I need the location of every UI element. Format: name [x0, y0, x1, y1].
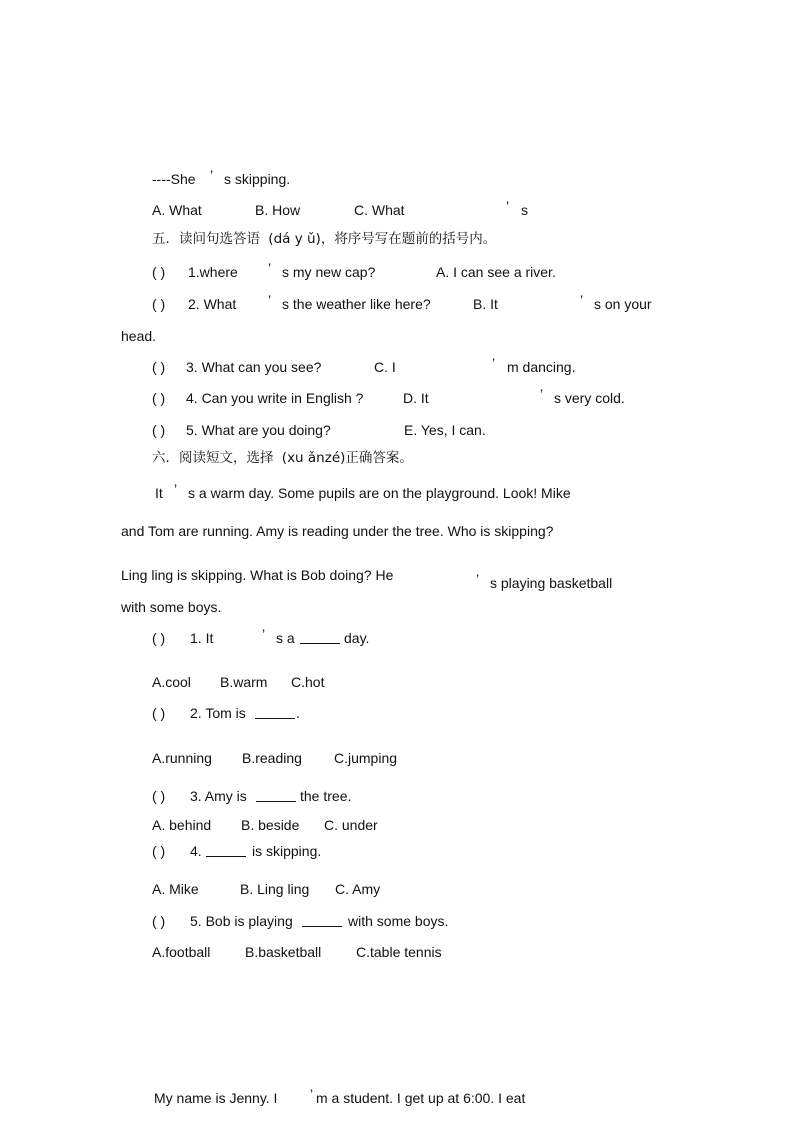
s5-q4-text: 4. Can you write in English ?: [186, 390, 364, 406]
section5-title-main: 五．读问句选答语: [152, 231, 260, 247]
passage-line1-a: It: [155, 485, 163, 501]
passage-line3-b: s playing basketball: [490, 575, 613, 591]
answer-line: [152, 170, 196, 188]
option-c-apostrophe: ’: [506, 198, 510, 214]
passage-line1-apos: ’: [174, 481, 178, 497]
s6-q2-bracket[interactable]: ( ): [152, 705, 166, 721]
s6-q2-text-b: .: [296, 705, 300, 721]
s5-answer-c-b: m dancing.: [507, 359, 576, 375]
s5-answer-b-apos: ’: [580, 292, 584, 308]
s5-q1-bracket[interactable]: ( ): [152, 264, 166, 280]
s6-q1-text-b: s a: [276, 630, 295, 646]
section6-title-pinyin: (xu ǎnzé): [281, 450, 346, 466]
s6-q1-opt-a: A.cool: [152, 674, 191, 690]
s5-answer-c-a: C. I: [374, 359, 396, 375]
s5-q2-apos: ’: [268, 292, 272, 308]
s6-q5-opt-c: C.table tennis: [356, 944, 442, 960]
bottom-line-apos: ’: [310, 1086, 314, 1102]
s6-q1-blank[interactable]: [300, 629, 340, 648]
s6-q5-opt-a: A.football: [152, 944, 211, 960]
section5-title: [152, 230, 496, 248]
s5-answer-b-b: s on your: [594, 296, 652, 312]
s6-q4-bracket[interactable]: ( ): [152, 843, 166, 859]
s6-q1-text-c: day.: [344, 630, 370, 646]
s6-q1-opt-c: C.hot: [291, 674, 325, 690]
s6-q4-opt-a: A. Mike: [152, 881, 199, 897]
s6-q5-blank[interactable]: [302, 912, 342, 931]
s5-answer-d-apos: ’: [540, 386, 544, 402]
passage-line2: and Tom are running. Amy is reading under the tree. Who is skipping?: [121, 523, 554, 539]
s6-q3-bracket[interactable]: ( ): [152, 788, 166, 804]
s6-q2-opt-c: C.jumping: [334, 750, 398, 766]
option-c-s: s: [521, 202, 528, 218]
s6-q4-opt-c: C. Amy: [335, 881, 381, 897]
s6-q1-opt-b: B.warm: [220, 674, 268, 690]
s6-q2-opt-a: A.running: [152, 750, 212, 766]
s5-answer-c-apos: ’: [492, 355, 496, 371]
s6-q3-text-a: 3. Amy is: [190, 788, 247, 804]
answer-skipping: s skipping.: [224, 171, 291, 187]
s5-q4-bracket[interactable]: ( ): [152, 390, 166, 406]
section5-title-pinyin: (dá y ǔ): [268, 231, 321, 247]
section5-title-rest: ，将序号写在题前的括号内。: [320, 231, 497, 247]
s6-q4-opt-b: B. Ling ling: [240, 881, 310, 897]
option-c-what: C. What: [354, 202, 405, 218]
answer-dash-she: ----She: [152, 171, 196, 187]
s5-answer-e: E. Yes, I can.: [404, 422, 486, 438]
passage-line3-apos: ’: [476, 571, 480, 587]
s5-q3-bracket[interactable]: ( ): [152, 359, 166, 375]
s6-q5-text-b: with some boys.: [348, 913, 449, 929]
passage-line1-b: s a warm day. Some pupils are on the playground. Look! Mike: [188, 485, 571, 501]
s5-q2-text-b: s the weather like here?: [282, 296, 431, 312]
s6-q5-bracket[interactable]: ( ): [152, 913, 166, 929]
option-a-what: A. What: [152, 202, 202, 218]
s5-answer-b-continuation: head.: [121, 328, 157, 344]
s5-answer-b-a: B. It: [473, 296, 498, 312]
s6-q3-opt-b: B. beside: [241, 817, 300, 833]
s5-answer-d-a: D. It: [403, 390, 429, 406]
passage-line4: with some boys.: [121, 599, 222, 615]
s6-q3-blank[interactable]: [256, 787, 296, 806]
bottom-line-a: My name is Jenny. I: [154, 1090, 278, 1106]
section6-title-rest: 正确答案。: [345, 450, 413, 466]
passage-line3-a: Ling ling is skipping. What is Bob doing? He: [121, 567, 394, 583]
s6-q1-text-a: 1. It: [190, 630, 214, 646]
section6-title: [152, 449, 413, 467]
s6-q2-blank[interactable]: [255, 704, 295, 723]
section6-title-main: 六．阅读短文，选择: [152, 450, 274, 466]
answer-apostrophe: ’: [210, 167, 214, 183]
s6-q3-text-b: the tree.: [300, 788, 352, 804]
s6-q4-text-b: is skipping.: [252, 843, 322, 859]
s5-q5-text: 5. What are you doing?: [186, 422, 331, 438]
bottom-line-b: m a student. I get up at 6:00. I eat: [316, 1090, 526, 1106]
s5-q3-text: 3. What can you see?: [186, 359, 322, 375]
option-b-how: B. How: [255, 202, 301, 218]
s6-q4-blank[interactable]: [206, 842, 246, 861]
s5-q2-bracket[interactable]: ( ): [152, 296, 166, 312]
s6-q5-opt-b: B.basketball: [245, 944, 322, 960]
s5-answer-d-b: s very cold.: [554, 390, 625, 406]
s5-answer-a: A. I can see a river.: [436, 264, 556, 280]
s5-q1-text-a: 1.where: [188, 264, 238, 280]
s5-q2-text-a: 2. What: [188, 296, 237, 312]
s6-q4-text-a: 4.: [190, 843, 202, 859]
s5-q5-bracket[interactable]: ( ): [152, 422, 166, 438]
s6-q2-text-a: 2. Tom is: [190, 705, 246, 721]
s6-q2-opt-b: B.reading: [242, 750, 302, 766]
s5-q1-apos: ’: [268, 260, 272, 276]
s6-q1-apos: ’: [262, 626, 266, 642]
s6-q3-opt-a: A. behind: [152, 817, 212, 833]
s5-q1-text-b: s my new cap?: [282, 264, 376, 280]
s6-q3-opt-c: C. under: [324, 817, 378, 833]
s6-q5-text-a: 5. Bob is playing: [190, 913, 293, 929]
s6-q1-bracket[interactable]: ( ): [152, 630, 166, 646]
